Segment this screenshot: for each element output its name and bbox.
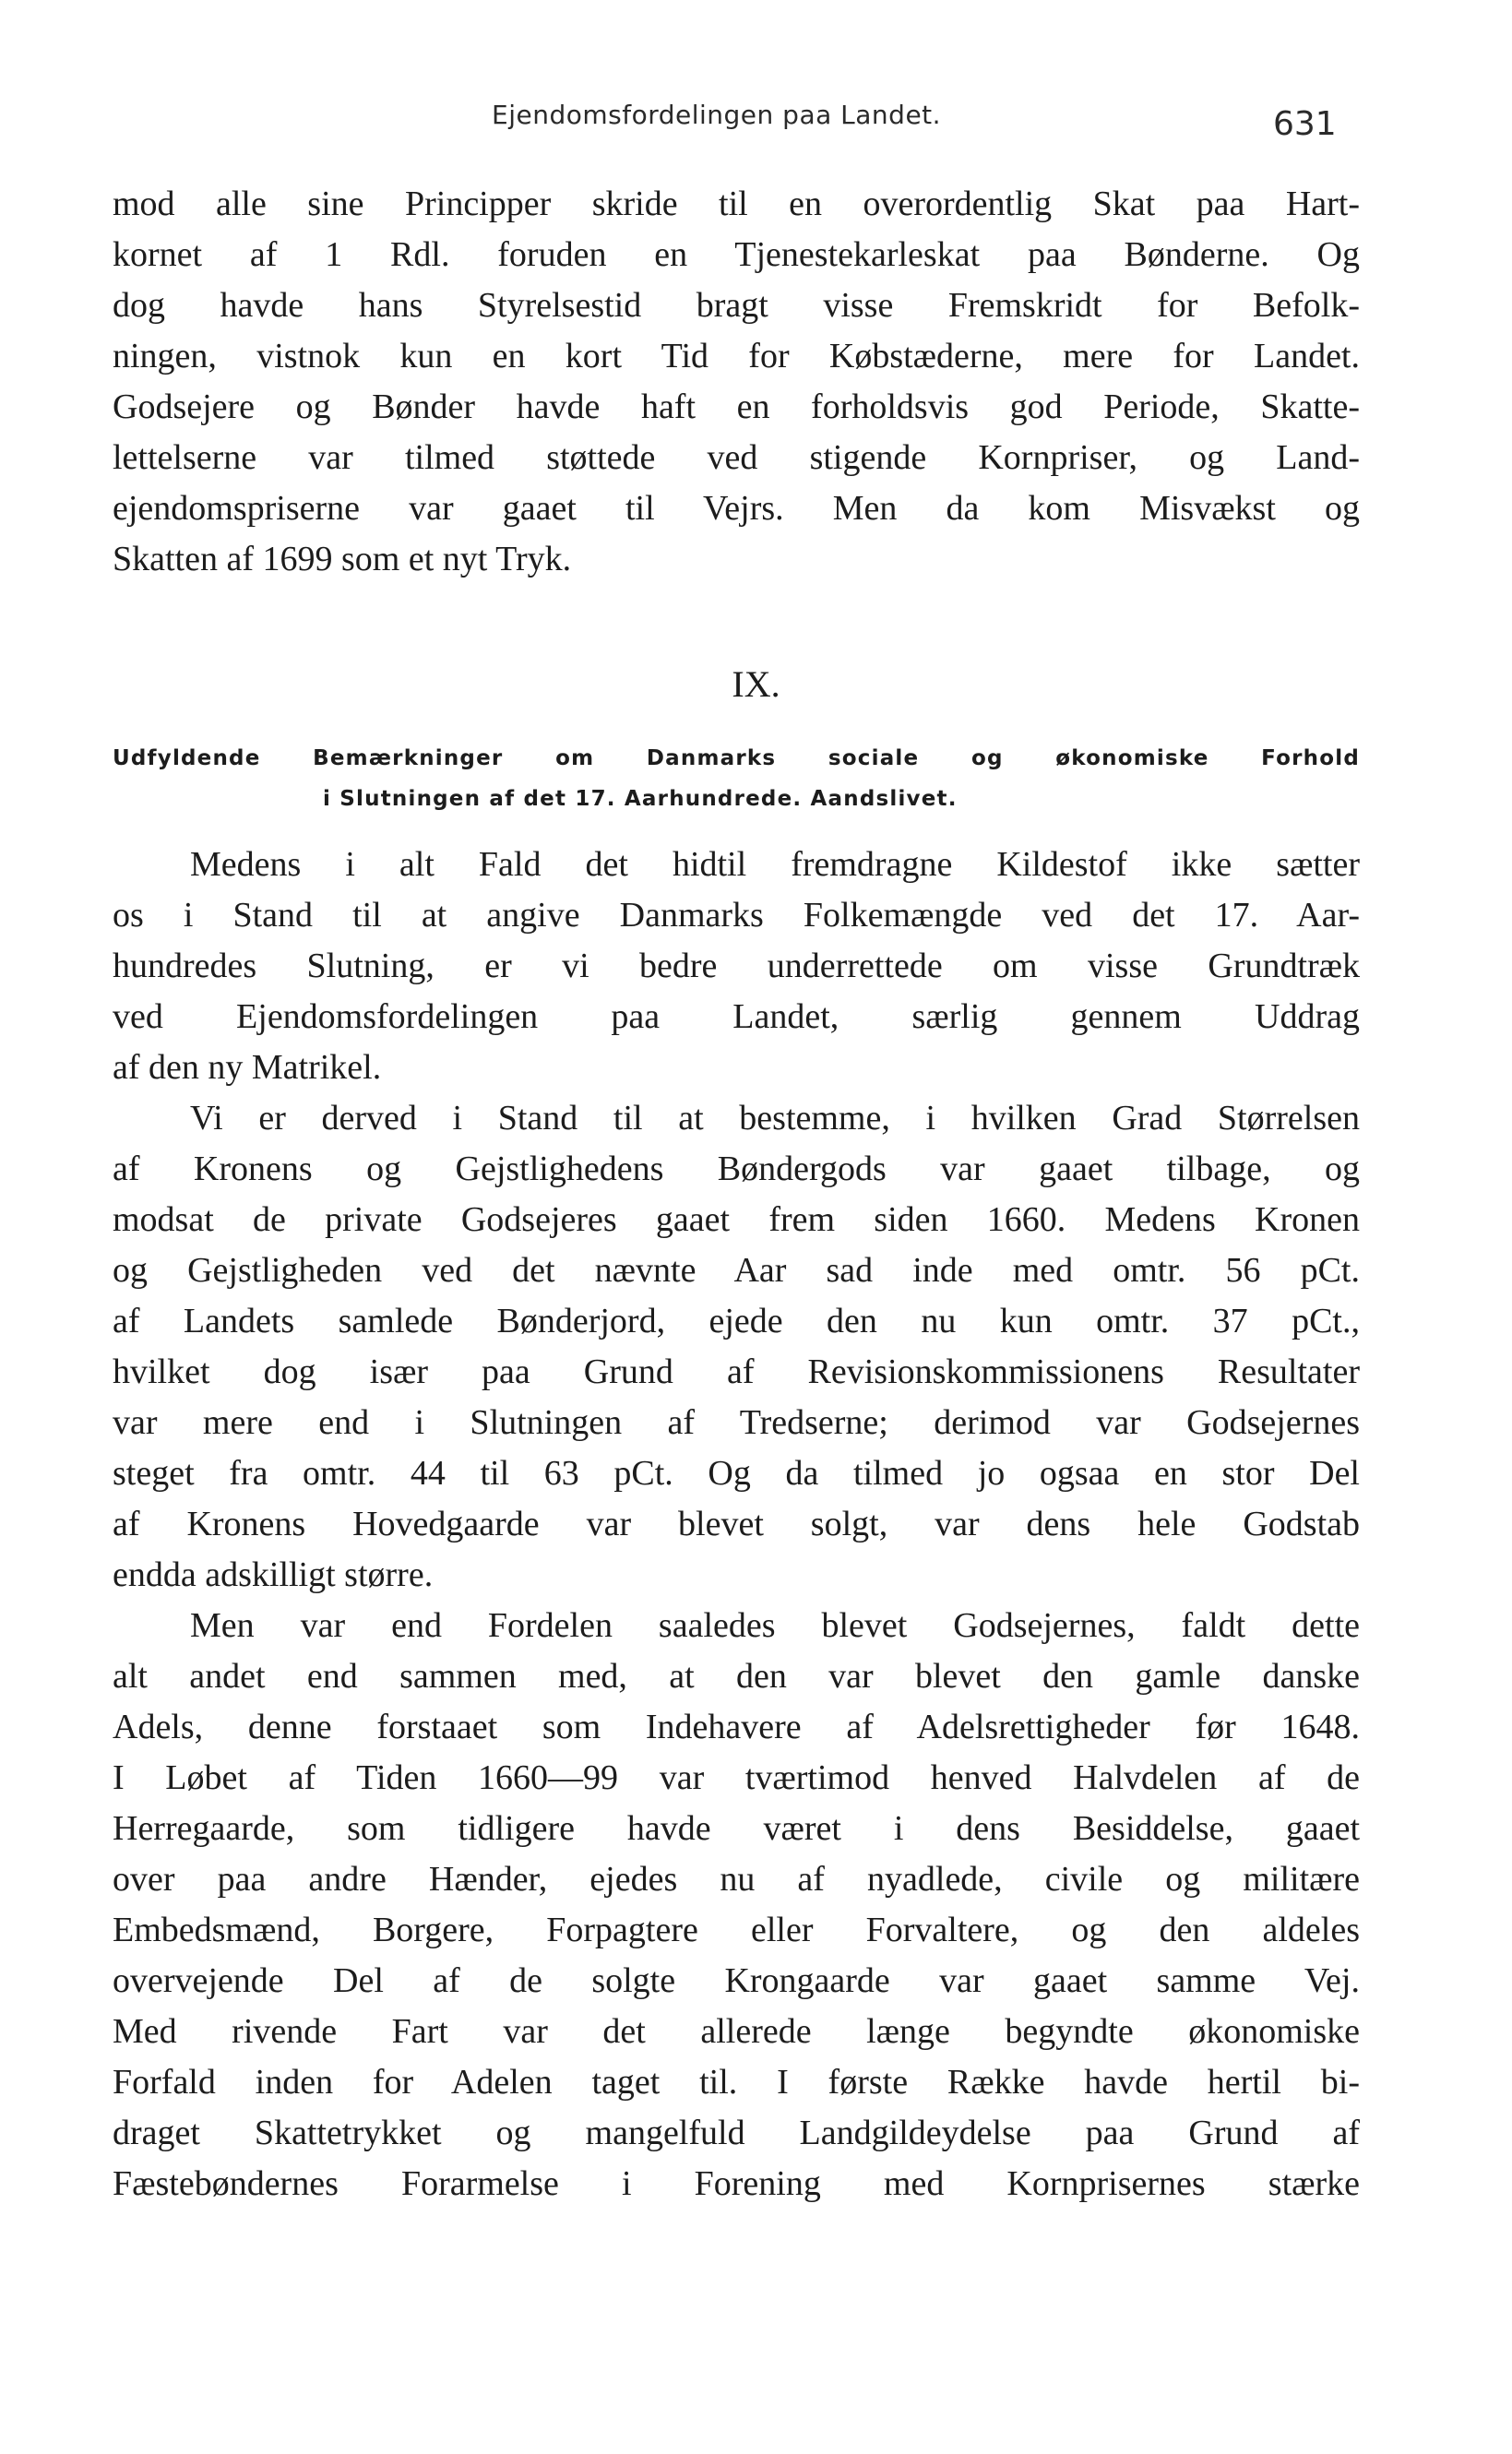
section-title-line: Udfyldende Bemærkninger om Danmarks sociale og økonomiske Forhold <box>113 746 1360 770</box>
text-line: Medens i alt Fald det hidtil fremdragne Kildestof ikke sætter <box>190 845 1360 884</box>
text-line: hundredes Slutning, er vi bedre underrettede om visse Grundtræk <box>113 947 1360 985</box>
text-line: og Gejstligheden ved det nævnte Aar sad inde med omtr. 56 pCt. <box>113 1251 1360 1290</box>
text-line: modsat de private Godsejeres gaaet frem siden 1660. Medens Kronen <box>113 1200 1360 1239</box>
text-line: Men var end Fordelen saaledes blevet Godsejernes, faldt dette <box>190 1606 1360 1645</box>
text-line: dog havde hans Styrelsestid bragt visse Fremskridt for Befolk- <box>113 286 1360 325</box>
text-line: af den ny Matrikel. <box>113 1048 382 1087</box>
text-line: Fæstebøndernes Forarmelse i Forening med Kornprisernes stærke <box>113 2164 1360 2203</box>
section-body <box>113 840 1360 2210</box>
text-line: Vi er derved i Stand til at bestemme, i hvilken Grad Størrelsen <box>190 1099 1360 1138</box>
text-line: Embedsmænd, Borgere, Forpagtere eller Forvaltere, og den aldeles <box>113 1911 1360 1949</box>
text-line: over paa andre Hænder, ejedes nu af nyadlede, civile og militære <box>113 1860 1360 1899</box>
section-title <box>113 738 1360 819</box>
running-head <box>0 92 1512 148</box>
text-line: Adels, denne forstaaet som Indehavere af Adelsrettigheder før 1648. <box>113 1708 1360 1746</box>
opening-paragraph <box>113 179 1360 585</box>
paragraph <box>113 1093 1360 1601</box>
text-line: ved Ejendomsfordelingen paa Landet, særlig gennem Uddrag <box>113 997 1360 1036</box>
text-line: lettelserne var tilmed støttede ved stigende Kornpriser, og Land- <box>113 438 1360 477</box>
text-line: Godsejere og Bønder havde haft en forholdsvis god Periode, Skatte- <box>113 387 1360 426</box>
text-line: ejendomspriserne var gaaet til Vejrs. Men da kom Misvækst og <box>113 489 1360 528</box>
text-line: I Løbet af Tiden 1660—99 var tværtimod henved Halvdelen af de <box>113 1758 1360 1797</box>
section-number: IX. <box>732 663 780 705</box>
text-line: af Kronens Hovedgaarde var blevet solgt, var dens hele Godstab <box>113 1505 1360 1543</box>
text-line: kornet af 1 Rdl. foruden en Tjenestekarleskat paa Bønderne. Og <box>113 235 1360 274</box>
text-line: alt andet end sammen med, at den var blevet den gamle danske <box>113 1657 1360 1696</box>
section-title-line: i Slutningen af det 17. Aarhundrede. Aandslivet. <box>323 787 958 811</box>
paragraph <box>113 840 1360 1093</box>
text-line: ningen, vistnok kun en kort Tid for Købstæderne, mere for Landet. <box>113 337 1360 375</box>
text-line: af Landets samlede Bønderjord, ejede den nu kun omtr. 37 pCt., <box>113 1302 1360 1340</box>
text-line: af Kronens og Gejstlighedens Bøndergods var gaaet tilbage, og <box>113 1150 1360 1188</box>
text-line: mod alle sine Principper skride til en overordentlig Skat paa Hart- <box>113 185 1360 223</box>
text-line: Herregaarde, som tidligere havde været i dens Besiddelse, gaaet <box>113 1809 1360 1848</box>
text-line: var mere end i Slutningen af Tredserne; derimod var Godsejernes <box>113 1403 1360 1442</box>
text-line: steget fra omtr. 44 til 63 pCt. Og da tilmed jo ogsaa en stor Del <box>113 1454 1360 1493</box>
page-number: 631 <box>1273 105 1337 143</box>
text-line: Forfald inden for Adelen taget til. I første Række havde hertil bi- <box>113 2063 1360 2102</box>
paragraph <box>113 1601 1360 2210</box>
running-title: Ejendomsfordelingen paa Landet. <box>492 100 942 130</box>
text-line: draget Skattetrykket og mangelfuld Landgildeydelse paa Grund af <box>113 2114 1360 2152</box>
text-line: os i Stand til at angive Danmarks Folkemængde ved det 17. Aar- <box>113 896 1360 935</box>
text-line: hvilket dog især paa Grund af Revisionskommissionens Resultater <box>113 1352 1360 1391</box>
text-line: endda adskilligt større. <box>113 1555 434 1594</box>
text-line: overvejende Del af de solgte Krongaarde var gaaet samme Vej. <box>113 1961 1360 2000</box>
text-line: Med rivende Fart var det allerede længe begyndte økonomiske <box>113 2012 1360 2051</box>
text-line: Skatten af 1699 som et nyt Tryk. <box>113 540 572 578</box>
